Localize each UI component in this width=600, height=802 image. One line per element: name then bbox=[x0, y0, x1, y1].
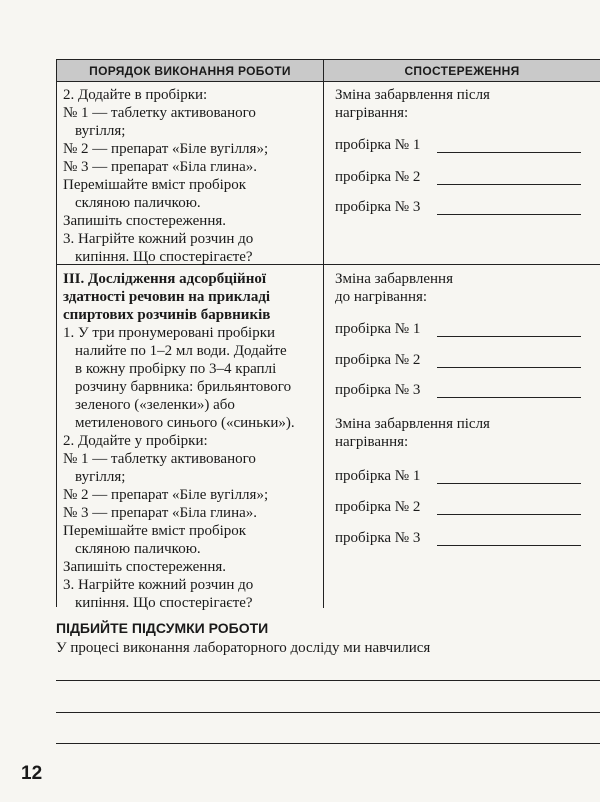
procedure-line: Запишіть спостереження. bbox=[63, 559, 227, 575]
tube-label: пробірка № 1 bbox=[335, 321, 421, 337]
tube-label: пробірка № 2 bbox=[335, 169, 421, 185]
answer-line[interactable] bbox=[437, 214, 581, 215]
row2-procedure bbox=[63, 270, 319, 611]
procedure-line: 3. Нагрійте кожний розчин до bbox=[63, 231, 254, 247]
obs-heading: Зміна забарвлення bbox=[335, 271, 453, 287]
answer-line[interactable] bbox=[437, 397, 581, 398]
obs-heading: нагрівання: bbox=[335, 105, 409, 121]
section-title: III. Дослідження адсорбційної bbox=[63, 271, 266, 287]
obs-heading: Зміна забарвлення після bbox=[335, 87, 490, 103]
procedure-line: Запишіть спостереження. bbox=[63, 213, 227, 229]
obs-heading: до нагрівання: bbox=[335, 289, 428, 305]
writing-line[interactable] bbox=[56, 712, 600, 713]
writing-line[interactable] bbox=[56, 680, 600, 681]
answer-line[interactable] bbox=[437, 514, 581, 515]
answer-line[interactable] bbox=[437, 152, 581, 153]
answer-line[interactable] bbox=[437, 545, 581, 546]
page-number: 12 bbox=[21, 763, 43, 784]
tube-label: пробірка № 3 bbox=[335, 530, 421, 546]
procedure-line: № 3 — препарат «Біла глина». bbox=[63, 505, 258, 521]
procedure-line: № 1 — таблетку активованого bbox=[63, 451, 256, 467]
procedure-line: вугілля; bbox=[75, 123, 126, 139]
tube-label: пробірка № 2 bbox=[335, 499, 421, 515]
section-title: спиртових розчинів барвників bbox=[63, 307, 271, 323]
tube-label: пробірка № 2 bbox=[335, 352, 421, 368]
procedure-line: 2. Додайте в пробірки: bbox=[63, 87, 208, 103]
procedure-line: кипіння. Що спостерігаєте? bbox=[75, 595, 253, 611]
answer-line[interactable] bbox=[437, 483, 581, 484]
answer-line[interactable] bbox=[437, 184, 581, 185]
lab-table bbox=[56, 59, 600, 611]
obs-heading: нагрівання: bbox=[335, 434, 409, 450]
procedure-line: зеленого («зеленки») або bbox=[75, 397, 235, 413]
col-header-observations: СПОСТЕРЕЖЕННЯ bbox=[323, 60, 600, 82]
row1-observations bbox=[335, 86, 597, 262]
summary-title: ПІДБИЙТЕ ПІДСУМКИ РОБОТИ bbox=[56, 620, 269, 636]
procedure-line: № 1 — таблетку активованого bbox=[63, 105, 256, 121]
procedure-line: розчину барвника: брильянтового bbox=[75, 379, 292, 395]
procedure-line: № 3 — препарат «Біла глина». bbox=[63, 159, 258, 175]
column-divider bbox=[323, 60, 324, 608]
writing-line[interactable] bbox=[56, 743, 600, 744]
procedure-line: Перемішайте вміст пробірок bbox=[63, 523, 247, 539]
row1-procedure bbox=[63, 86, 319, 265]
section-title: здатності речовин на прикладі bbox=[63, 289, 271, 305]
procedure-line: скляною паличкою. bbox=[75, 541, 201, 557]
procedure-line: Перемішайте вміст пробірок bbox=[63, 177, 247, 193]
procedure-line: налийте по 1–2 мл води. Додайте bbox=[75, 343, 287, 359]
procedure-line: 3. Нагрійте кожний розчин до bbox=[63, 577, 254, 593]
tube-label: пробірка № 3 bbox=[335, 199, 421, 215]
procedure-line: в кожну пробірку по 3–4 краплі bbox=[75, 361, 277, 377]
summary-prompt: У процесі виконання лабораторного досліду ми навчилися bbox=[56, 640, 431, 656]
answer-line[interactable] bbox=[437, 336, 581, 337]
procedure-line: скляною паличкою. bbox=[75, 195, 201, 211]
col-header-procedure: ПОРЯДОК ВИКОНАННЯ РОБОТИ bbox=[57, 60, 323, 82]
row2-observations bbox=[335, 270, 597, 606]
obs-heading: Зміна забарвлення після bbox=[335, 416, 490, 432]
tube-label: пробірка № 1 bbox=[335, 137, 421, 153]
procedure-line: № 2 — препарат «Біле вугілля»; bbox=[63, 487, 269, 503]
tube-label: пробірка № 1 bbox=[335, 468, 421, 484]
procedure-line: вугілля; bbox=[75, 469, 126, 485]
procedure-line: 2. Додайте у пробірки: bbox=[63, 433, 208, 449]
answer-line[interactable] bbox=[437, 367, 581, 368]
procedure-line: кипіння. Що спостерігаєте? bbox=[75, 249, 253, 265]
procedure-line: 1. У три пронумеровані пробірки bbox=[63, 325, 276, 341]
procedure-line: метиленового синього («синьки»). bbox=[75, 415, 295, 431]
tube-label: пробірка № 3 bbox=[335, 382, 421, 398]
procedure-line: № 2 — препарат «Біле вугілля»; bbox=[63, 141, 269, 157]
